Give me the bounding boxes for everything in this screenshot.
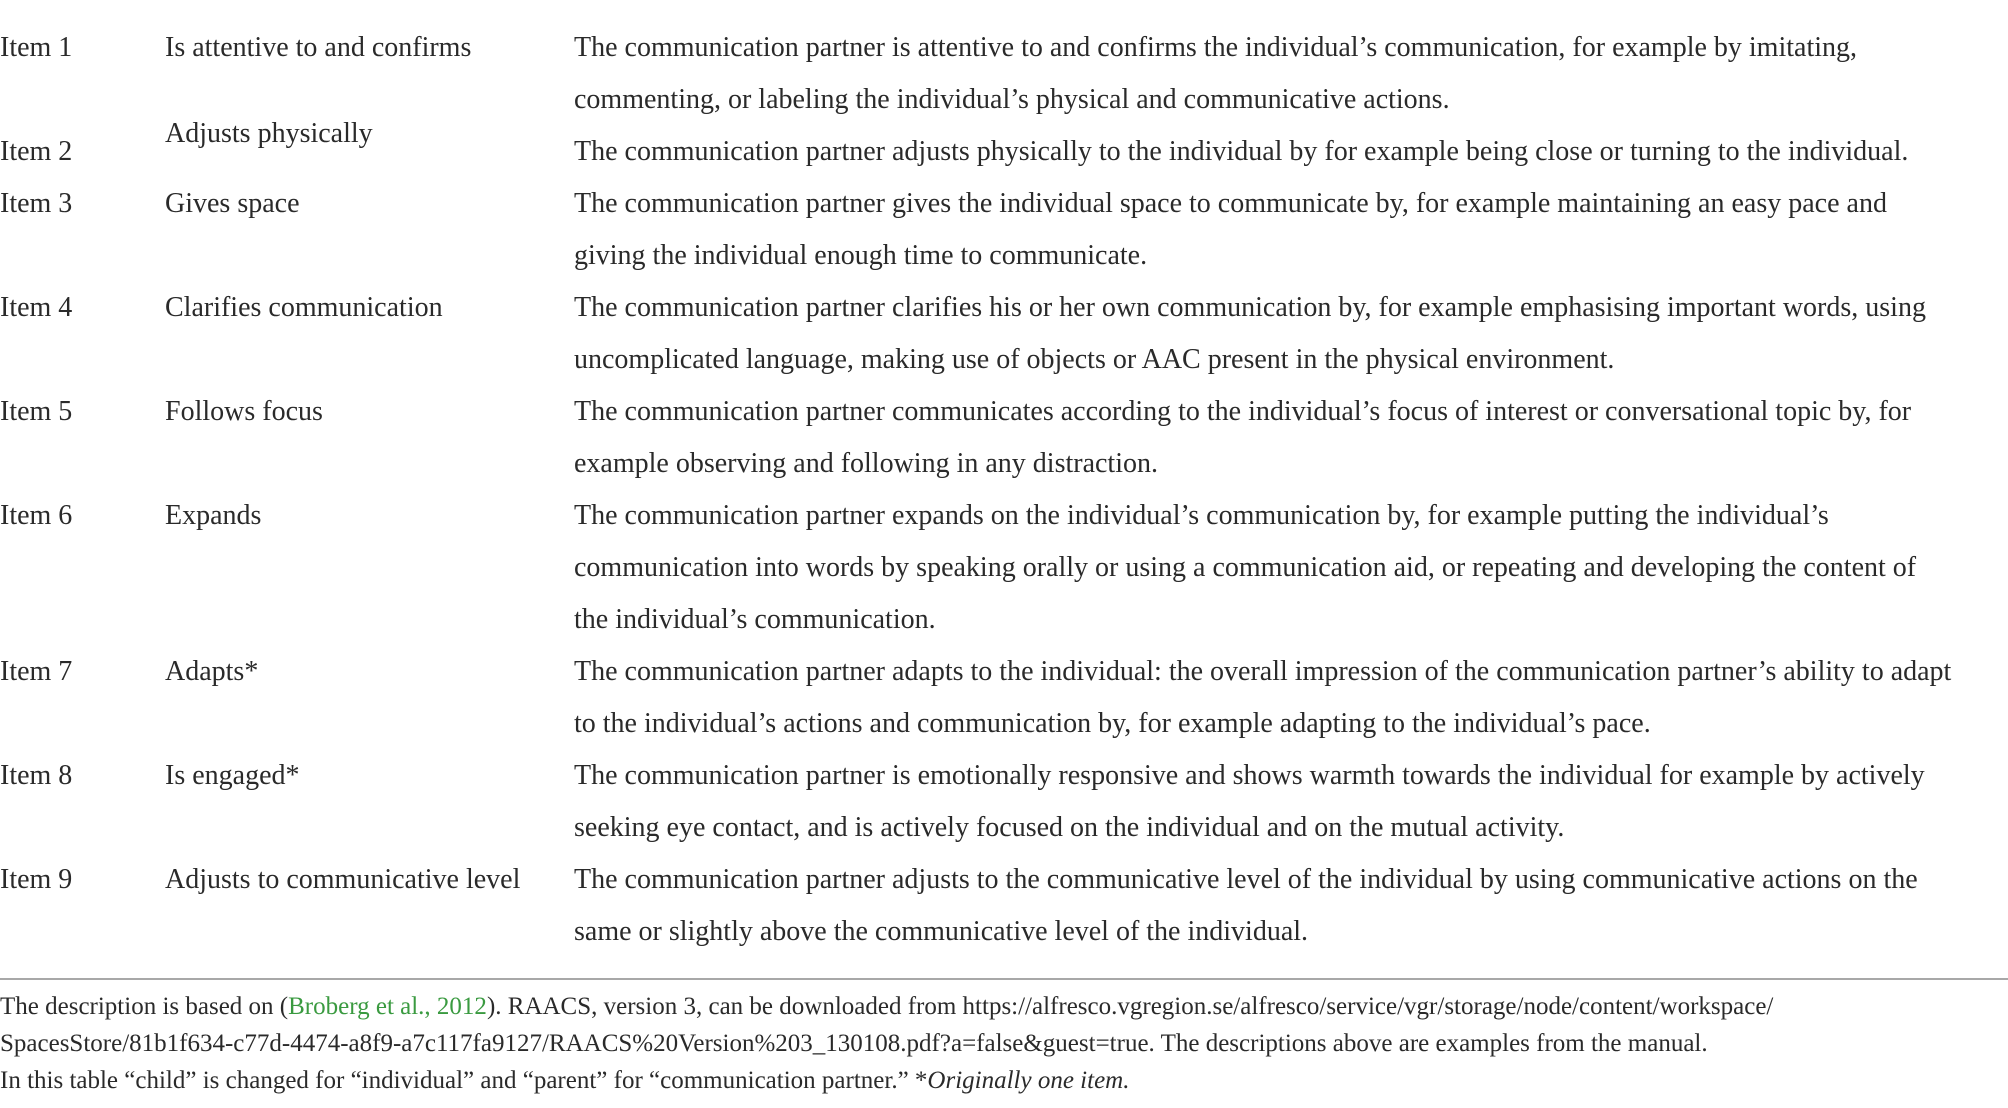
description-line: The communication partner is attentive to and confirms the individual’s communication, for example by imitating, [574,32,1858,63]
footnote-line [0,1062,2008,1099]
item-description [574,282,1926,386]
item-name: Follows focus [165,396,323,427]
item-name: Gives space [165,188,300,219]
item-name: Expands [165,500,262,531]
footnote-text: The description is based on ( [0,993,289,1020]
table-row [0,386,2008,490]
table-row [0,178,2008,282]
table-row [0,490,2008,646]
item-description [574,386,1911,490]
description-line: uncomplicated language, making use of objects or AAC present in the physical environment. [574,344,1615,375]
description-line: The communication partner adjusts physically to the individual by for example being close or turning to the individual. [574,136,1909,167]
item-number: Item 1 [0,32,73,63]
description-line: example observing and following in any distraction. [574,448,1158,479]
description-line: The communication partner is emotionally responsive and shows warmth towards the individual for example by actively [574,760,1925,791]
item-name: Is attentive to and confirms [165,32,472,63]
footnote-text: In this table “child” is changed for “individual” and “parent” for “communication partner.” * [0,1067,928,1094]
item-description [574,126,1908,178]
description-line: the individual’s communication. [574,604,936,635]
footnote-text: ). RAACS, version 3, can be downloaded from https://alfresco.vgregion.se/alfresco/service/vgr/storage/node/content/workspace/ [486,993,1774,1020]
item-name: Adjusts to communicative level [165,864,521,895]
item-number: Item 9 [0,864,73,895]
description-line: The communication partner communicates according to the individual’s focus of interest or conversational topic by, for [574,396,1912,427]
item-description [574,178,1887,282]
item-number: Item 2 [0,136,73,167]
description-line: The communication partner adapts to the individual: the overall impression of the communication partner’s ability to adapt [574,656,1952,687]
description-line: The communication partner expands on the individual’s communication by, for example putting the individual’s [574,500,1829,531]
item-number: Item 7 [0,656,73,687]
item-name: Adjusts physically [165,118,373,149]
item-number: Item 8 [0,760,73,791]
item-description [574,646,1951,750]
description-line: The communication partner clarifies his or her own communication by, for example emphasising important words, using [574,292,1926,323]
item-description [574,22,1857,126]
description-line: communication into words by speaking orally or using a communication aid, or repeating and developing the content of [574,552,1917,583]
table-row [0,750,2008,854]
item-number: Item 3 [0,188,73,219]
item-number: Item 4 [0,292,73,323]
footnote-line [0,988,2008,1025]
item-name: Clarifies communication [165,292,443,323]
item-name: Is engaged* [165,760,300,791]
item-number: Item 6 [0,500,73,531]
description-line: seeking eye contact, and is actively focused on the individual and on the mutual activity. [574,812,1565,843]
description-line: same or slightly above the communicative level of the individual. [574,916,1309,947]
table-footnote [0,988,2008,1099]
footnote-line: SpacesStore/81b1f634-c77d-4474-a8f9-a7c117fa9127/RAACS%20Version%203_130108.pdf?a=false&guest=true. The descriptions above are examples from the manual. [0,1030,1708,1057]
description-line: The communication partner adjusts to the communicative level of the individual by using communicative actions on the [574,864,1918,895]
item-description [574,490,1916,646]
table-divider [0,978,2008,980]
item-description [574,750,1925,854]
item-description [574,854,1918,958]
description-line: The communication partner gives the individual space to communicate by, for example maintaining an easy pace and [574,188,1887,219]
table-row [0,854,2008,958]
table-row [0,118,2008,178]
description-line: to the individual’s actions and communication by, for example adapting to the individual’s pace. [574,708,1651,739]
description-line: commenting, or labeling the individual’s physical and communicative actions. [574,84,1450,115]
table-row [0,646,2008,750]
table-row [0,282,2008,386]
citation-link[interactable]: Broberg et al., 2012 [288,993,487,1020]
item-name: Adapts* [165,656,259,687]
footnote-italic-note: Originally one item. [927,1067,1130,1094]
description-line: giving the individual enough time to communicate. [574,240,1148,271]
item-number: Item 5 [0,396,73,427]
